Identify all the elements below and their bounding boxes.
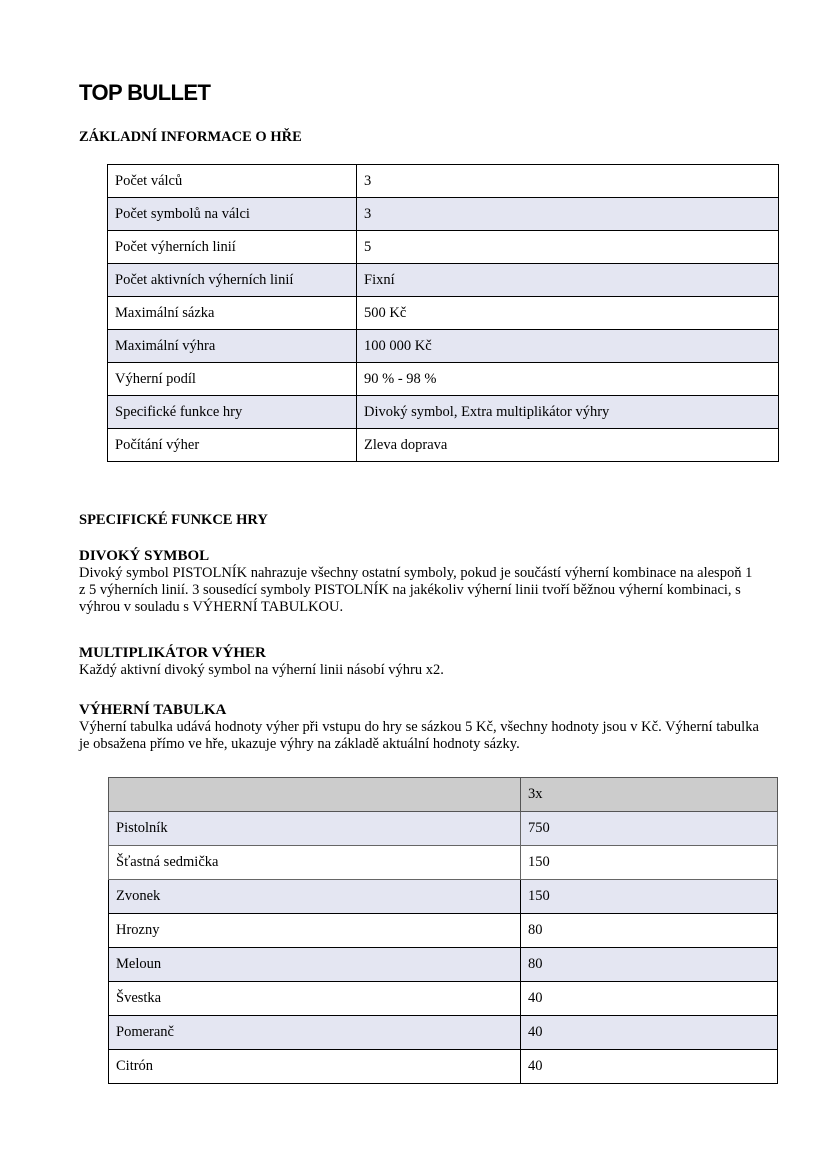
symbol-value: 40 [521,1050,778,1084]
row-value: 3 [357,165,779,198]
row-value: 3 [357,198,779,231]
wild-symbol-text: Divoký symbol PISTOLNÍK nahrazuje všechny ostatní symboly, pokud je součástí výherní kombinace na alespoň 1 z 5 výherních linií. 3 sousedící symboly PISTOLNÍK na jakékoliv výherní linii tvoří běžnou výherní kombinaci, s výhrou v souladu s VÝHERNÍ TABULKOU. [79,565,753,615]
symbol-value: 750 [521,812,778,846]
symbol-name: Zvonek [109,880,521,914]
symbol-name: Šťastná sedmička [109,846,521,880]
symbol-value: 80 [521,948,778,982]
table-row [108,429,779,462]
symbol-value: 80 [521,914,778,948]
table-row [108,264,779,297]
row-label: Maximální sázka [108,297,357,330]
row-label: Specifické funkce hry [108,396,357,429]
row-label: Výherní podíl [108,363,357,396]
symbol-value: 40 [521,1016,778,1050]
row-value: Zleva doprava [357,429,779,462]
table-row [109,1016,778,1050]
table-header-row [109,778,778,812]
table-row [109,914,778,948]
symbol-name: Citrón [109,1050,521,1084]
row-label: Počet symbolů na válci [108,198,357,231]
header-3x: 3x [521,778,778,812]
page-title: TOP BULLET [79,80,211,105]
row-value: 100 000 Kč [357,330,779,363]
row-value: 500 Kč [357,297,779,330]
symbol-value: 40 [521,982,778,1016]
row-label: Počítání výher [108,429,357,462]
table-row [109,948,778,982]
row-label: Počet výherních linií [108,231,357,264]
row-value: 90 % - 98 % [357,363,779,396]
features-heading: SPECIFICKÉ FUNKCE HRY [79,512,268,528]
symbol-name: Pistolník [109,812,521,846]
table-row [109,982,778,1016]
symbol-value: 150 [521,880,778,914]
basic-info-table [107,164,779,462]
table-row [109,812,778,846]
symbol-name: Meloun [109,948,521,982]
paytable-section [79,702,759,753]
multiplier-section [79,645,759,679]
row-label: Počet aktivních výherních linií [108,264,357,297]
table-row [108,198,779,231]
table-row [108,165,779,198]
table-row [109,880,778,914]
row-value: 5 [357,231,779,264]
table-row [108,231,779,264]
row-value: Divoký symbol, Extra multiplikátor výhry [357,396,779,429]
row-value: Fixní [357,264,779,297]
table-row [108,297,779,330]
paytable-table [108,777,778,1084]
table-row [108,396,779,429]
wild-symbol-heading: DIVOKÝ SYMBOL [79,548,210,564]
table-row [109,846,778,880]
symbol-name: Hrozny [109,914,521,948]
wild-symbol-section [79,548,759,616]
symbol-name: Pomeranč [109,1016,521,1050]
table-row [108,330,779,363]
row-label: Maximální výhra [108,330,357,363]
multiplier-text: Každý aktivní divoký symbol na výherní linii násobí výhru x2. [79,662,444,678]
basic-info-heading: ZÁKLADNÍ INFORMACE O HŘE [79,129,302,145]
header-symbol [109,778,521,812]
symbol-value: 150 [521,846,778,880]
table-row [108,363,779,396]
table-row [109,1050,778,1084]
paytable-text: Výherní tabulka udává hodnoty výher při vstupu do hry se sázkou 5 Kč, všechny hodnoty jsou v Kč. Výherní tabulka je obsažena přímo ve hře, ukazuje výhry na základě aktuální hodnoty sázky. [79,719,759,752]
paytable-heading: VÝHERNÍ TABULKA [79,702,227,718]
symbol-name: Švestka [109,982,521,1016]
row-label: Počet válců [108,165,357,198]
multiplier-heading: MULTIPLIKÁTOR VÝHER [79,645,266,661]
